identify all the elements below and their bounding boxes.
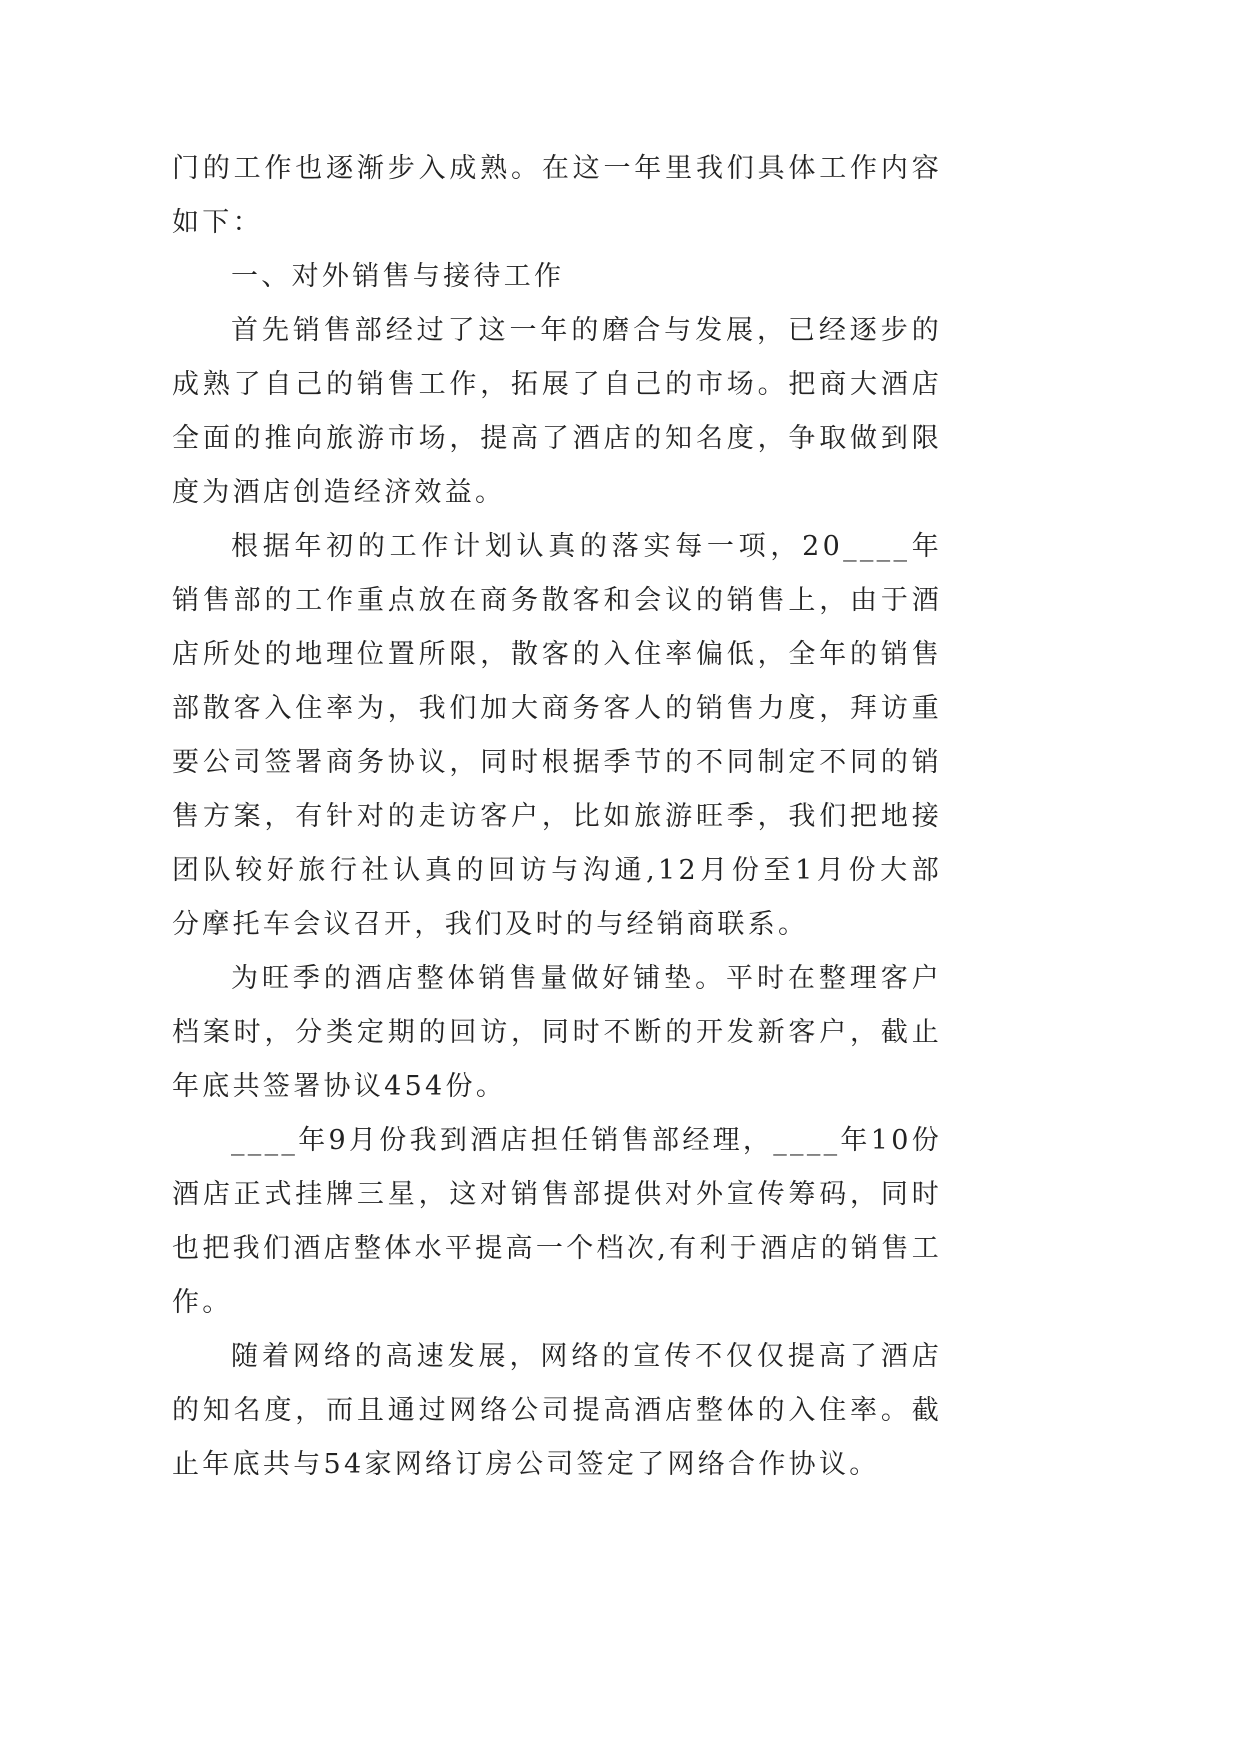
paragraph: 首先销售部经过了这一年的磨合与发展，已经逐步的成熟了自己的销售工作，拓展了自己的市场。把商大酒店全面的推向旅游市场，提高了酒店的知名度，争取做到限度为酒店创造经济效益。 (172, 315, 942, 508)
paragraph: ____年9月份我到酒店担任销售部经理，____年10份酒店正式挂牌三星，这对销售部提供对外宣传筹码，同时也把我们酒店整体水平提高一个档次,有利于酒店的销售工作。 (172, 1125, 942, 1318)
paragraph: 为旺季的酒店整体销售量做好铺垫。平时在整理客户档案时，分类定期的回访，同时不断的开发新客户，截止年底共签署协议454份。 (172, 963, 942, 1102)
section-heading: 一、对外销售与接待工作 (231, 261, 565, 292)
paragraph-continuation: 门的工作也逐渐步入成熟。在这一年里我们具体工作内容如下： (172, 153, 942, 238)
paragraph: 根据年初的工作计划认真的落实每一项，20____年销售部的工作重点放在商务散客和会议的销售上，由于酒店所处的地理位置所限，散客的入住率偏低，全年的销售部散客入住率为，我们加大商务客人的销售力度，拜访重要公司签署商务协议，同时根据季节的不同制定不同的销售方案，有针对的走访客户，比如旅游旺季，我们把地接团队较好旅行社认真的回访与沟通,12月份至1月份大部分摩托车会议召开，我们及时的与经销商联系。 (172, 531, 942, 940)
document-body (172, 142, 942, 1492)
paragraph: 随着网络的高速发展，网络的宣传不仅仅提高了酒店的知名度，而且通过网络公司提高酒店整体的入住率。截止年底共与54家网络订房公司签定了网络合作协议。 (172, 1341, 942, 1480)
